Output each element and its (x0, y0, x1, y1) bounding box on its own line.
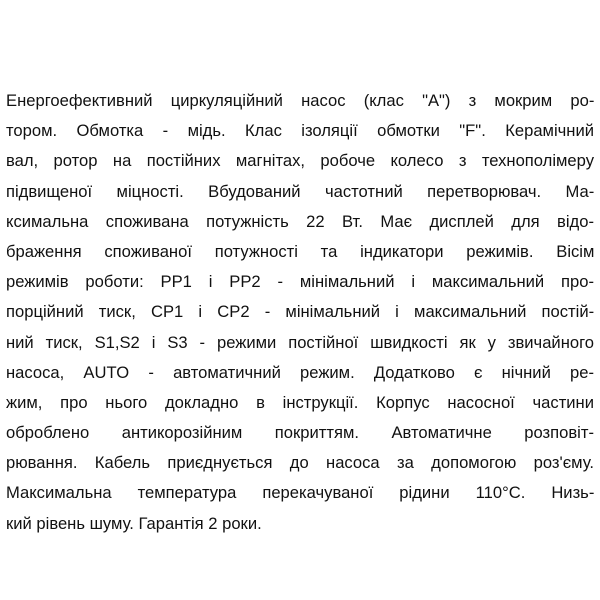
text-line-14: Максимальна температура перекачуваної рідини 110°С. Низь- (6, 483, 595, 503)
text-line-10: насоса, AUTO - автоматичний режим. Додатково є нічний ре- (6, 362, 594, 382)
text-line-9: ний тиск, S1,S2 і S3 - режими постійної швидкості як у звичайного (6, 332, 594, 352)
text-line-2: тором. Обмотка - мідь. Клас ізоляції обмотки "F". Керамічний (6, 121, 594, 141)
text-line-3: вал, ротор на постійних магнітах, робоче колесо з технополімеру (6, 151, 594, 171)
text-line-4: підвищеної міцності. Вбудований частотний перетворювач. Ма- (6, 181, 595, 201)
text-line-6: браження споживаної потужності та індикатори режимів. Вісім (6, 241, 595, 261)
text-line-13: рювання. Кабель приєднується до насоса за допомогою роз'єму. (6, 453, 594, 473)
text-line-1: Енергоефективний циркуляційний насос (клас "А") з мокрим ро- (6, 91, 595, 110)
text-line-5: ксимальна споживана потужність 22 Вт. Має дисплей для відо- (6, 211, 594, 231)
product-description (6, 86, 594, 539)
text-line-15: кий рівень шуму. Гарантія 2 роки. (6, 513, 262, 533)
text-line-11: жим, про нього докладно в інструкції. Корпус насосної частини (6, 392, 594, 412)
text-line-7: режимів роботи: PP1 і PP2 - мінімальний і максимальний про- (6, 272, 594, 292)
text-line-12: оброблено антикорозійним покриттям. Автоматичне розповіт- (6, 423, 594, 443)
text-line-8: порційний тиск, CP1 і CP2 - мінімальний і максимальний постій- (6, 302, 595, 322)
